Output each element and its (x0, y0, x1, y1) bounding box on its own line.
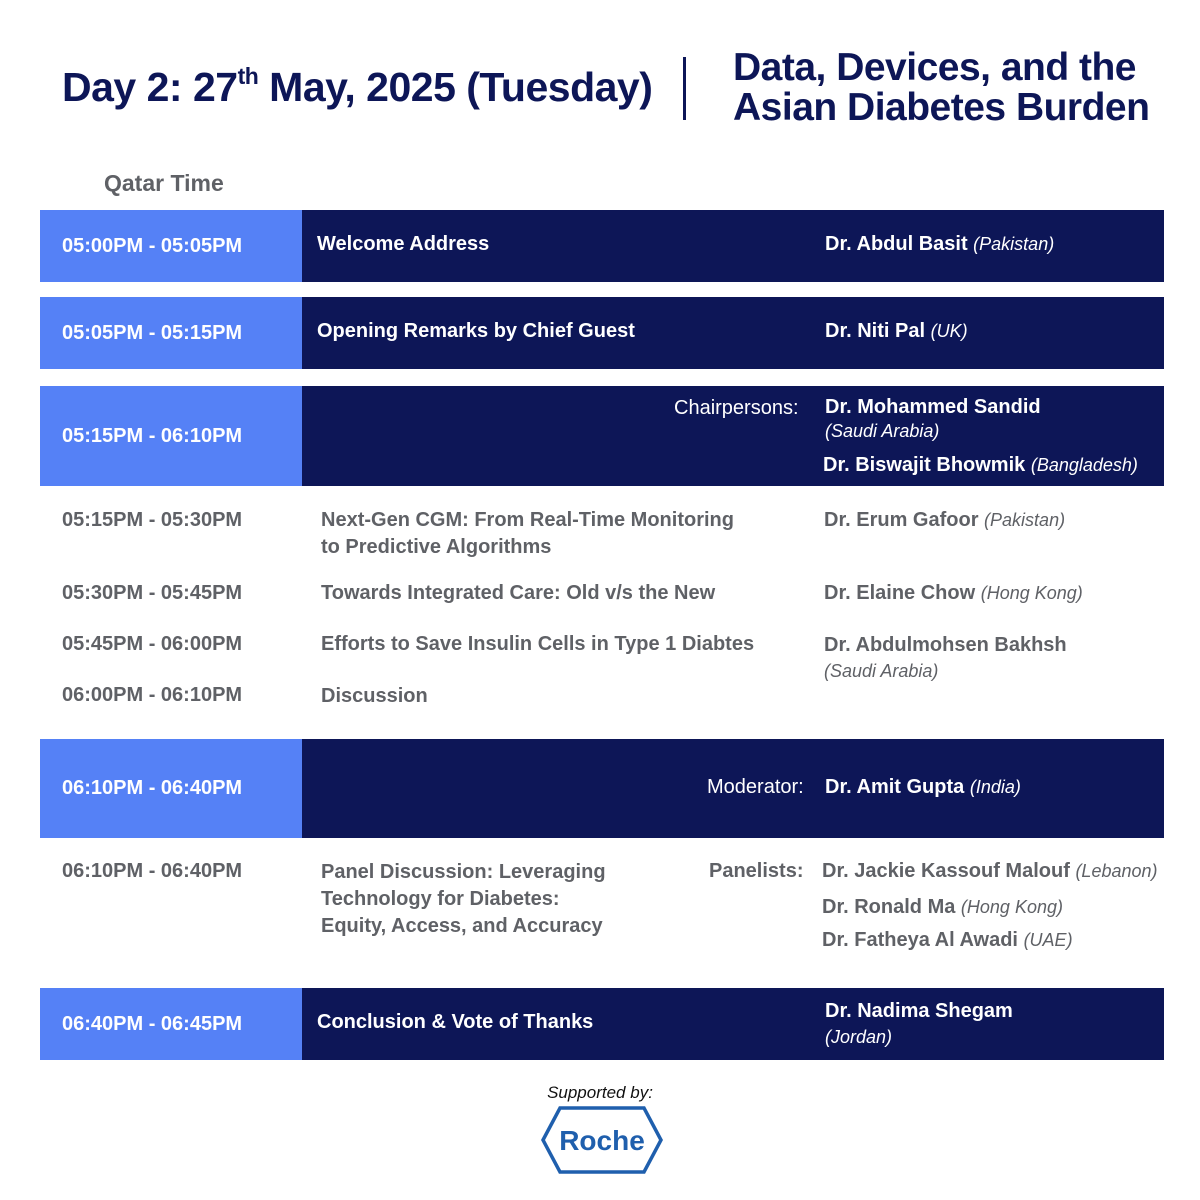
talk-title: Discussion (321, 685, 428, 707)
session-title: Opening Remarks by Chief Guest (317, 320, 635, 342)
speaker-country: (Pakistan) (973, 234, 1055, 254)
talk-title (321, 507, 734, 561)
moderator-label: Moderator: (707, 776, 804, 798)
event-title-line-1: Data, Devices, and the (733, 46, 1136, 89)
session-body (302, 386, 1164, 486)
speaker-name: Dr. Niti Pal (825, 320, 926, 342)
talk-time: 05:45PM - 06:00PM (62, 633, 243, 655)
panel-title (321, 859, 606, 940)
talk-speaker (824, 507, 1065, 533)
talk-title: Efforts to Save Insulin Cells in Type 1 Diabtes (321, 633, 755, 655)
session-time: 06:10PM - 06:40PM (40, 739, 302, 838)
panel-title-line: Panel Discussion: Leveraging (321, 861, 606, 883)
talk-time: 06:00PM - 06:10PM (62, 684, 243, 706)
panel-time: 06:10PM - 06:40PM (62, 860, 243, 882)
panelist (822, 860, 1158, 883)
speaker-name: Dr. Biswajit Bhowmik (823, 454, 1026, 476)
session-time: 05:00PM - 05:05PM (40, 210, 302, 282)
session-block-2 (40, 739, 1164, 838)
chairperson-1-name: Dr. Mohammed Sandid (825, 396, 1041, 418)
session-speaker-country: (Jordan) (825, 1027, 893, 1047)
panelist (822, 929, 1073, 952)
day-title-ordinal: th (237, 63, 259, 90)
talk-title-line: Next-Gen CGM: From Real-Time Monitoring (321, 509, 734, 531)
session-body (302, 988, 1164, 1060)
speaker-name: Dr. Amit Gupta (825, 776, 965, 798)
speaker-country: (Hong Kong) (960, 897, 1063, 917)
speaker-country: (Pakistan) (984, 510, 1066, 530)
session-block-1 (40, 386, 1164, 486)
session-time: 06:40PM - 06:45PM (40, 988, 302, 1060)
speaker-name: Dr. Elaine Chow (824, 582, 976, 604)
session-time: 05:15PM - 06:10PM (40, 386, 302, 486)
session-speaker (825, 320, 968, 343)
day-title-suffix: May, 2025 (Tuesday) (258, 64, 653, 110)
session-body (302, 739, 1164, 838)
session-speaker (825, 233, 1054, 256)
roche-wordmark: Roche (559, 1125, 645, 1156)
speaker-country: (Bangladesh) (1030, 455, 1138, 475)
speaker-country: (Lebanon) (1075, 861, 1158, 881)
session-time: 05:05PM - 05:15PM (40, 297, 302, 369)
session-speaker-name: Dr. Nadima Shegam (825, 1000, 1013, 1022)
talk-time: 05:15PM - 05:30PM (62, 509, 243, 531)
day-title (62, 64, 652, 111)
session-body (302, 210, 1164, 282)
speaker-name: Dr. Abdul Basit (825, 233, 968, 255)
supported-by-label: Supported by: (547, 1083, 653, 1102)
speaker-name: Dr. Abdulmohsen Bakhsh (824, 634, 1067, 656)
speaker-name: Dr. Fatheya Al Awadi (822, 929, 1018, 951)
moderator (825, 776, 1021, 799)
speaker-name: Dr. Jackie Kassouf Malouf (822, 860, 1070, 882)
session-body (302, 297, 1164, 369)
panelist (822, 896, 1063, 919)
event-title-line-2: Asian Diabetes Burden (733, 86, 1150, 129)
session-title: Welcome Address (317, 233, 490, 255)
speaker-name: Dr. Erum Gafoor (824, 509, 979, 531)
speaker-country: (UAE) (1023, 930, 1073, 950)
talk-time: 05:30PM - 05:45PM (62, 582, 243, 604)
panel-title-line: Equity, Access, and Accuracy (321, 915, 603, 937)
chairperson-2 (823, 454, 1138, 477)
talk-title: Towards Integrated Care: Old v/s the New (321, 582, 716, 604)
speaker-country: (Hong Kong) (980, 583, 1083, 603)
session-title: Conclusion & Vote of Thanks (317, 1011, 594, 1033)
event-title (733, 48, 1149, 128)
session-welcome (40, 210, 1164, 282)
talk-title-line: to Predictive Algorithms (321, 536, 552, 558)
speaker-name: Dr. Ronald Ma (822, 896, 956, 918)
session-conclusion (40, 988, 1164, 1060)
chairpersons-label: Chairpersons: (674, 397, 799, 419)
day-title-prefix: Day 2: 27 (62, 64, 238, 110)
talk-speaker (824, 580, 1083, 606)
chairperson-1-country: (Saudi Arabia) (825, 421, 940, 441)
speaker-country: (India) (969, 777, 1021, 797)
roche-logo (541, 1105, 663, 1175)
session-opening (40, 297, 1164, 369)
panel-title-line: Technology for Diabetes: (321, 888, 560, 910)
header-divider (683, 57, 686, 120)
talk-speaker (824, 632, 1067, 684)
speaker-country: (Saudi Arabia) (824, 661, 939, 681)
speaker-country: (UK) (930, 321, 968, 341)
panelists-label: Panelists: (709, 860, 804, 882)
timezone-label: Qatar Time (104, 170, 224, 196)
